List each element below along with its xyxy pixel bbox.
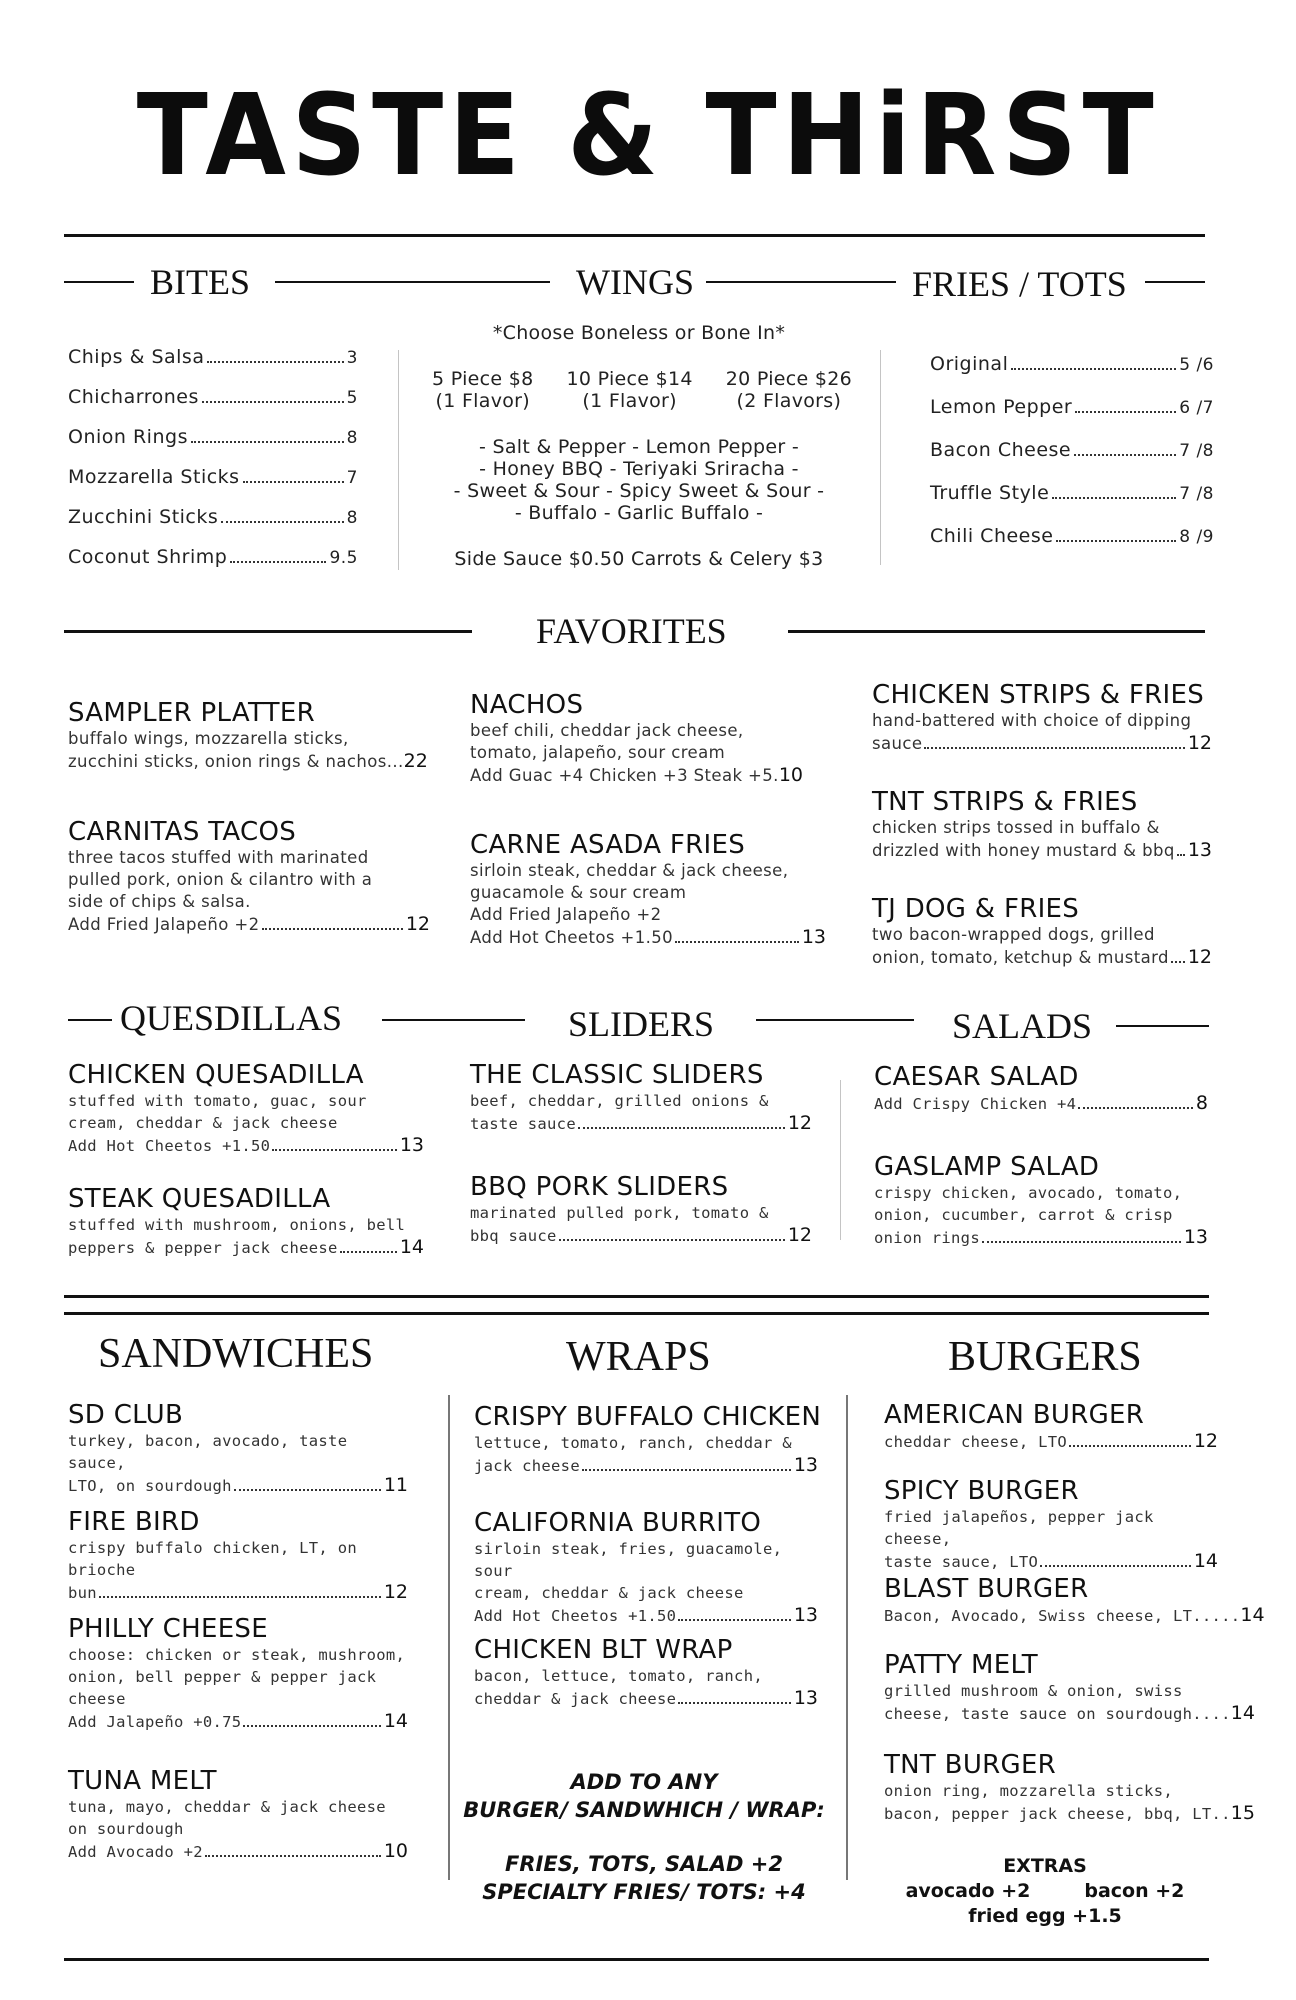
item-desc: Add Hot Cheetos +1.50 <box>68 1137 271 1155</box>
menu-item-american-burger <box>884 1400 1218 1453</box>
wings-heading: WINGS <box>576 262 694 302</box>
item-desc: cheese <box>68 1690 126 1708</box>
item-price: 13 <box>793 1687 818 1709</box>
item-price: 12 <box>405 913 430 935</box>
wings-rule-right <box>706 281 896 283</box>
quesadillas-rule-left <box>68 1019 112 1021</box>
bites-item <box>68 546 358 586</box>
fries-item-name: Lemon Pepper <box>930 396 1073 418</box>
item-title: GASLAMP SALAD <box>874 1152 1100 1182</box>
item-price: 10 <box>778 764 804 786</box>
item-desc: cheddar cheese, LTO <box>884 1433 1068 1451</box>
item-price: 13 <box>793 1454 818 1476</box>
burger-extras <box>880 1854 1210 1929</box>
menu-item-gaslamp-salad <box>874 1152 1208 1249</box>
bites-item-price: 3 <box>346 348 358 368</box>
menu-item-chicken-blt-wrap <box>474 1635 818 1710</box>
item-price: 8 <box>1195 1092 1208 1114</box>
item-price: 12 <box>383 1581 408 1603</box>
item-title: BLAST BURGER <box>884 1574 1089 1604</box>
menu-item-caesar-salad <box>874 1062 1208 1115</box>
wings-block <box>408 322 870 570</box>
menu-item-steak-quesadilla <box>68 1184 424 1259</box>
fries-item-price: 6 /7 <box>1179 398 1214 418</box>
item-price: 13 <box>793 1604 818 1626</box>
item-desc: drizzled with honey mustard & bbq <box>872 841 1175 860</box>
item-desc: sirloin steak, fries, guacamole, sour <box>474 1540 783 1580</box>
bites-list <box>68 346 358 586</box>
bites-item-price: 8 <box>346 508 358 528</box>
bites-item <box>68 466 358 506</box>
item-desc: cheddar & jack cheese <box>474 1690 677 1708</box>
item-desc: beef chili, cheddar jack cheese, <box>470 721 744 740</box>
item-price: 14 <box>1240 1604 1265 1626</box>
item-title: TNT BURGER <box>884 1750 1057 1780</box>
menu-item-sampler-platter <box>68 698 430 773</box>
fries-item-name: Truffle Style <box>930 482 1050 504</box>
item-desc: Add Hot Cheetos +1.50 <box>474 1607 677 1625</box>
bites-item-price: 8 <box>346 428 358 448</box>
item-desc: side of chips & salsa. <box>68 892 251 911</box>
item-desc: bun <box>68 1584 97 1602</box>
item-desc: onion, tomato, ketchup & mustard <box>872 948 1169 967</box>
bites-item-name: Onion Rings <box>68 426 188 448</box>
item-title: THE CLASSIC SLIDERS <box>470 1060 764 1090</box>
item-desc: Add Fried Jalapeño +2 <box>68 915 260 934</box>
item-title: FIRE BIRD <box>68 1507 200 1537</box>
menu-item-tnt-burger <box>884 1750 1255 1825</box>
item-price: 13 <box>1187 839 1212 861</box>
wings-fries-divider <box>880 350 881 565</box>
item-desc: fried jalapeños, pepper jack cheese, <box>884 1508 1154 1548</box>
wraps-burgers-divider <box>846 1395 848 1880</box>
item-title: TUNA MELT <box>68 1766 217 1796</box>
bites-rule-left <box>64 281 134 283</box>
item-price: 12 <box>787 1224 812 1246</box>
item-title: PHILLY CHEESE <box>68 1614 268 1644</box>
wraps-heading: WRAPS <box>566 1334 711 1380</box>
fries-item <box>930 439 1214 482</box>
extras-bacon: bacon +2 <box>1084 1880 1185 1902</box>
fries-item-name: Bacon Cheese <box>930 439 1072 461</box>
item-desc: three tacos stuffed with marinated <box>68 848 369 867</box>
item-desc: two bacon-wrapped dogs, grilled <box>872 925 1155 944</box>
menu-item-tj-dog <box>872 894 1212 969</box>
item-price: 13 <box>801 926 826 948</box>
wings-option-flavor: (1 Flavor) <box>582 390 677 412</box>
restaurant-logo: TASTE & THiRST <box>136 71 1160 201</box>
item-price: 12 <box>1187 732 1212 754</box>
wings-option <box>726 368 852 412</box>
item-price: 22 <box>403 750 428 772</box>
sliders-heading: SLIDERS <box>568 1004 715 1044</box>
salads-heading: SALADS <box>952 1006 1093 1046</box>
item-title: CRISPY BUFFALO CHICKEN <box>474 1402 822 1432</box>
item-title: TNT STRIPS & FRIES <box>872 787 1138 817</box>
item-desc: cream, cheddar & jack cheese <box>68 1114 338 1132</box>
item-desc: chicken strips tossed in buffalo & <box>872 818 1160 837</box>
item-title: PATTY MELT <box>884 1650 1038 1680</box>
item-desc: Bacon, Avocado, Swiss cheese, LT..... <box>884 1607 1241 1625</box>
wings-option-count: 10 Piece $14 <box>566 368 693 390</box>
wings-flavors: - Buffalo - Garlic Buffalo - <box>514 502 764 524</box>
mid-rule-2 <box>64 1312 1209 1315</box>
wings-option-flavor: (2 Flavors) <box>736 390 842 412</box>
item-desc: Add Guac +4 Chicken +3 Steak +5. <box>470 766 779 785</box>
fries-item <box>930 353 1214 396</box>
item-desc: grilled mushroom & onion, swiss <box>884 1682 1183 1700</box>
item-title: CAESAR SALAD <box>874 1062 1079 1092</box>
fries-item-price: 8 /9 <box>1179 527 1214 547</box>
item-price: 12 <box>1187 946 1212 968</box>
item-desc: Add Crispy Chicken +4 <box>874 1095 1077 1113</box>
fries-item-name: Original <box>930 353 1009 375</box>
item-title: SAMPLER PLATTER <box>68 698 315 728</box>
bottom-rule <box>64 1958 1209 1961</box>
item-price: 13 <box>399 1134 424 1156</box>
item-title: CHICKEN QUESADILLA <box>68 1060 364 1090</box>
fries-item-price: 5 /6 <box>1179 355 1214 375</box>
item-desc: stuffed with mushroom, onions, bell <box>68 1216 406 1234</box>
bites-item-name: Zucchini Sticks <box>68 506 219 528</box>
item-price: 14 <box>383 1710 408 1732</box>
bites-item <box>68 386 358 426</box>
sandwiches-heading: SANDWICHES <box>98 1331 374 1377</box>
item-title: TJ DOG & FRIES <box>872 894 1080 924</box>
item-title: BBQ PORK SLIDERS <box>470 1172 729 1202</box>
fries-item-price: 7 /8 <box>1179 441 1214 461</box>
item-title: CALIFORNIA BURRITO <box>474 1508 762 1538</box>
bites-rule-right <box>275 281 550 283</box>
favorites-heading: FAVORITES <box>536 611 727 651</box>
item-title: CHICKEN STRIPS & FRIES <box>872 680 1205 710</box>
bites-item-name: Chicharrones <box>68 386 199 408</box>
add-on-line: BURGER/ SANDWHICH / WRAP: <box>463 1798 825 1822</box>
wings-option <box>432 368 534 412</box>
wings-flavors: - Honey BBQ - Teriyaki Sriracha - <box>479 458 799 480</box>
bites-item-name: Coconut Shrimp <box>68 546 228 568</box>
item-desc: Add Hot Cheetos +1.50 <box>470 928 674 947</box>
menu-item-chicken-quesadilla <box>68 1060 424 1157</box>
item-desc: on sourdough <box>68 1820 184 1838</box>
fries-item-price: 7 /8 <box>1179 484 1214 504</box>
item-desc: choose: chicken or steak, mushroom, <box>68 1646 406 1664</box>
item-desc: cheese, taste sauce on sourdough.... <box>884 1705 1231 1723</box>
item-desc: onion, cucumber, carrot & crisp <box>874 1206 1173 1224</box>
item-desc: zucchini sticks, onion rings & nachos... <box>68 752 404 771</box>
add-on-line: FRIES, TOTS, SALAD +2 <box>505 1852 783 1876</box>
item-price: 14 <box>399 1236 424 1258</box>
item-desc: onion ring, mozzarella sticks, <box>884 1782 1173 1800</box>
bites-item <box>68 506 358 546</box>
item-desc: marinated pulled pork, tomato & <box>470 1204 769 1222</box>
add-on-line: SPECIALTY FRIES/ TOTS: +4 <box>482 1880 806 1904</box>
item-desc: lettuce, tomato, ranch, cheddar & <box>474 1434 792 1452</box>
item-desc: crispy chicken, avocado, tomato, <box>874 1184 1183 1202</box>
bites-item <box>68 346 358 386</box>
menu-item-crispy-buffalo-chicken <box>474 1402 822 1477</box>
item-desc: bacon, pepper jack cheese, bbq, LT.. <box>884 1805 1231 1823</box>
item-desc: bacon, lettuce, tomato, ranch, <box>474 1667 763 1685</box>
bites-item-price: 5 <box>346 388 358 408</box>
favorites-rule-right <box>788 630 1205 633</box>
menu-item-sd-club <box>68 1400 408 1497</box>
bites-item-price: 7 <box>346 468 358 488</box>
menu-item-spicy-burger <box>884 1476 1218 1573</box>
fries-item-name: Chili Cheese <box>930 525 1054 547</box>
wings-option <box>566 368 692 412</box>
item-title: NACHOS <box>470 690 584 720</box>
menu-item-classic-sliders <box>470 1060 812 1135</box>
item-desc: guacamole & sour cream <box>470 883 687 902</box>
burgers-heading: BURGERS <box>948 1334 1142 1380</box>
item-price: 14 <box>1193 1550 1218 1572</box>
bites-item-name: Mozzarella Sticks <box>68 466 240 488</box>
bites-heading: BITES <box>150 262 251 302</box>
item-desc: jack cheese <box>474 1457 580 1475</box>
add-on-note <box>454 1768 834 1906</box>
item-desc: buffalo wings, mozzarella sticks, <box>68 729 349 748</box>
bites-item <box>68 426 358 466</box>
item-desc: stuffed with tomato, guac, sour <box>68 1092 367 1110</box>
item-price: 14 <box>1230 1702 1255 1724</box>
quesadillas-heading: QUESDILLAS <box>120 998 342 1038</box>
extras-avocado: avocado +2 <box>905 1880 1031 1902</box>
fries-tots-heading: FRIES / TOTS <box>912 264 1127 304</box>
item-desc: turkey, bacon, avocado, taste sauce, <box>68 1432 348 1472</box>
extras-title: EXTRAS <box>1003 1855 1087 1877</box>
wings-choose: *Choose Boneless or Bone In* <box>492 322 786 344</box>
wings-flavors: - Salt & Pepper - Lemon Pepper - <box>479 436 799 458</box>
item-price: 13 <box>1183 1226 1208 1248</box>
item-desc: onion rings <box>874 1229 980 1247</box>
fries-item <box>930 525 1214 568</box>
wings-option-count: 5 Piece $8 <box>432 368 534 390</box>
menu-item-chicken-strips <box>872 680 1212 755</box>
wings-flavors: - Sweet & Sour - Spicy Sweet & Sour - <box>453 480 825 502</box>
item-desc: beef, cheddar, grilled onions & <box>470 1092 769 1110</box>
item-desc: taste sauce, LTO <box>884 1553 1039 1571</box>
fries-tots-list <box>930 353 1214 568</box>
item-desc: crispy buffalo chicken, LT, on brioche <box>68 1539 357 1579</box>
item-desc: hand-battered with choice of dipping <box>872 711 1192 730</box>
bites-wings-divider <box>398 350 399 570</box>
item-desc: LTO, on sourdough <box>68 1477 232 1495</box>
quesadillas-rule-right <box>382 1019 525 1021</box>
salads-rule-right <box>1116 1025 1209 1027</box>
wings-option-count: 20 Piece $26 <box>725 368 852 390</box>
item-title: CARNITAS TACOS <box>68 817 297 847</box>
item-desc: sauce <box>872 734 923 753</box>
menu-item-fire-bird <box>68 1507 408 1604</box>
menu-item-carne-asada-fries <box>470 830 826 949</box>
item-desc: tuna, mayo, cheddar & jack cheese <box>68 1798 386 1816</box>
menu-item-bbq-pork-sliders <box>470 1172 812 1247</box>
bites-item-name: Chips & Salsa <box>68 346 205 368</box>
item-desc: tomato, jalapeño, sour cream <box>470 743 726 762</box>
item-desc: Add Avocado +2 <box>68 1843 203 1861</box>
menu-item-carnitas-tacos <box>68 817 430 936</box>
menu-item-california-burrito <box>474 1508 818 1627</box>
menu-item-nachos <box>470 690 830 787</box>
item-title: SD CLUB <box>68 1400 184 1430</box>
mid-rule-1 <box>64 1295 1209 1298</box>
item-title: SPICY BURGER <box>884 1476 1079 1506</box>
item-price: 15 <box>1230 1802 1255 1824</box>
wings-option-flavor: (1 Flavor) <box>435 390 530 412</box>
item-title: STEAK QUESADILLA <box>68 1184 331 1214</box>
item-desc: pulled pork, onion & cilantro with a <box>68 870 373 889</box>
sliders-rule-right <box>756 1019 914 1021</box>
item-price: 11 <box>383 1474 408 1496</box>
wings-extras: Side Sauce $0.50 Carrots & Celery $3 <box>454 548 824 570</box>
extras-egg: fried egg +1.5 <box>968 1905 1122 1927</box>
item-desc: bbq sauce <box>470 1227 557 1245</box>
bites-item-price: 9.5 <box>329 548 358 568</box>
item-desc: onion, bell pepper & pepper jack <box>68 1668 377 1686</box>
item-price: 10 <box>383 1840 408 1862</box>
item-desc: cream, cheddar & jack cheese <box>474 1584 744 1602</box>
item-desc: Add Jalapeño +0.75 <box>68 1713 242 1731</box>
top-rule <box>64 234 1205 237</box>
fries-rule-right <box>1145 281 1205 283</box>
item-desc: sirloin steak, cheddar & jack cheese, <box>470 861 789 880</box>
item-title: AMERICAN BURGER <box>884 1400 1145 1430</box>
menu-item-tnt-strips <box>872 787 1212 862</box>
item-title: CARNE ASADA FRIES <box>470 830 746 860</box>
add-on-line: ADD TO ANY <box>570 1770 718 1794</box>
item-price: 12 <box>1193 1430 1218 1452</box>
item-desc: peppers & pepper jack cheese <box>68 1239 338 1257</box>
favorites-rule-left <box>64 630 472 633</box>
menu-item-philly-cheese <box>68 1614 408 1733</box>
item-desc: Add Fried Jalapeño +2 <box>470 905 662 924</box>
menu-item-blast-burger <box>884 1574 1265 1627</box>
menu-item-tuna-melt <box>68 1766 408 1863</box>
fries-item <box>930 396 1214 439</box>
sliders-salads-divider <box>840 1080 841 1240</box>
item-desc: taste sauce <box>470 1115 576 1133</box>
menu-item-patty-melt <box>884 1650 1255 1725</box>
item-price: 12 <box>787 1112 812 1134</box>
sandwiches-wraps-divider <box>448 1395 450 1880</box>
fries-item <box>930 482 1214 525</box>
item-title: CHICKEN BLT WRAP <box>474 1635 733 1665</box>
